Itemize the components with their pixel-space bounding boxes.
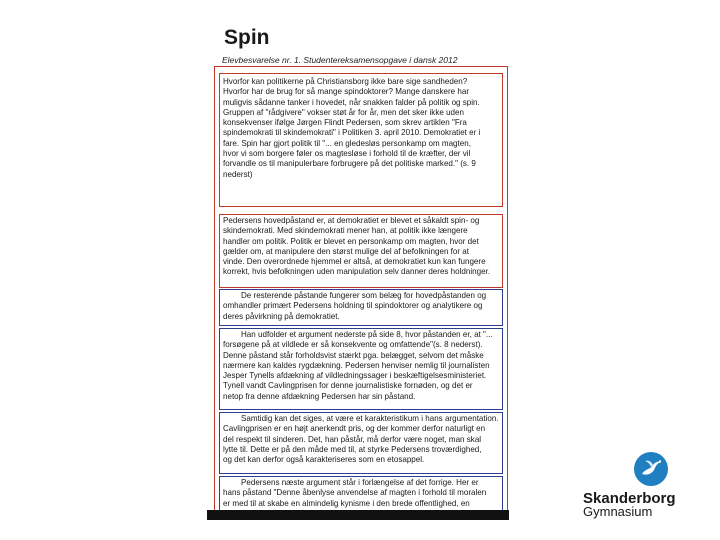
logo-subtitle: Gymnasium <box>583 504 653 519</box>
text-line: deres påvirkning på demokratiet. <box>223 311 340 321</box>
text-line: netop fra denne afdækning Pedersen har sin påstand. <box>223 391 416 401</box>
text-line: skindemokrati. Med skindemokrati mener han, at politik ikke længere <box>223 226 468 236</box>
text-line: Pedersens hovedpåstand er, at demokratiet er blevet et såkaldt spin- og <box>223 216 480 225</box>
text-line: korrekt, hvis befolkningen uden manipulation selv danner deres holdninger. <box>223 267 491 277</box>
text-line: spindemokrati til skindemokrati" i Politiken 3. april 2010. Demokratiet er i <box>223 128 481 138</box>
text-line: Pedersens næste argument står i forlængelse af det forrige. Her er <box>241 478 479 487</box>
text-box-next-argument <box>219 476 503 510</box>
page-bottom-bar <box>207 510 509 520</box>
text-line: er med til at skabe en almindelig kynisme i den brede offentlighed, en <box>223 498 470 508</box>
text-line: Samtidig kan det siges, at være et karakteristikum i hans argumentation. <box>241 414 499 423</box>
text-line: muligvis sådanne tanker i hovedet, når snakken falder på politik og spin. <box>223 97 480 107</box>
text-line: Hvorfor kan politikerne på Christiansborg ikke bare sige sandheden? <box>223 77 468 86</box>
text-box-ethos <box>219 412 503 474</box>
swan-emblem-icon <box>634 452 668 486</box>
text-line: Cavlingprisen er en højt anerkendt pris, og der kommer derfor naturligt en <box>223 424 486 434</box>
text-line: konsekvenser ifølge Jørgen Flindt Pedersen, som skrev artiklen "Fra <box>223 118 467 128</box>
text-line: Jesper Tynells afdækning af vildledningssager i beskæftigelsesministeriet. <box>223 371 487 381</box>
text-line: omhandler primært Pedersens holdning til spindoktorer og analytikere og <box>223 301 483 311</box>
text-line: Hvorfor har de brug for så mange spindoktorer? Mange danskere har <box>223 87 470 97</box>
text-line: lytte til. Dette er på den måde med til, at styrke Pedersens troværdighed, <box>223 444 482 454</box>
text-line: Tynell vandt Cavlingprisen for denne journalistiske fornøden, og det er <box>223 381 473 391</box>
text-line: fare. Spin har gjort politik til "... en gledesløs personkamp om magten, <box>223 138 471 148</box>
text-line: forsøgene på at vildlede er så konsekvente og omfattende"(s. 8 nederst). <box>223 340 483 350</box>
text-box-intro <box>219 73 503 207</box>
text-line: Han udfolder et argument nederste på side 8, hvor påstanden er, at "... <box>241 330 493 339</box>
text-line: nederst) <box>223 169 253 179</box>
text-line: vinde. Den overordnede hjemmel er altså, at demokratiet kun kan fungere <box>223 257 486 267</box>
page-title: Spin <box>224 26 270 49</box>
text-line: forvandle os til manipulerbare forbrugere på det politiske marked." (s. 9 <box>223 159 476 169</box>
text-box-remaining-claims <box>219 289 503 326</box>
text-line: De resterende påstande fungerer som belæg for hovedpåstanden og <box>241 291 487 300</box>
text-line: hvor vi som borgere føler os magtesløse i forhold til de kræfter, der vil <box>223 149 471 159</box>
logo-name: Skanderborg <box>583 490 676 507</box>
text-line: nærmere kan kaldes rygdækning. Pedersen henviser nemlig til journalisten <box>223 360 490 370</box>
text-box-argument-one <box>219 328 503 410</box>
document-subtitle: Elevbesvarelse nr. 1. Studentereksamensopgave i dansk 2012 <box>222 55 458 65</box>
text-line: handler om politik. Politik er blevet en personkamp om magten, hvor det <box>223 236 479 246</box>
text-line: gælder om, at manipulere den størst mulige del af befolkningen for at <box>223 246 470 256</box>
text-line: hans påstand "Denne åbenlyse anvendelse af magten i forhold til moralen <box>223 488 487 498</box>
text-line: Gruppen af "rådgivere" vokser støt år for år, men det sker ikke uden <box>223 107 464 117</box>
text-line: del respekt til sinderen. Det, han påstår, må derfor være noget, man skal <box>223 434 482 444</box>
text-line: og det kan derfor også karakteriseres som en etosappel. <box>223 455 425 465</box>
text-box-main-claim <box>219 214 503 288</box>
text-line: Denne påstand står forholdsvist stærkt pga. belægget, selvom det måske <box>223 350 484 360</box>
